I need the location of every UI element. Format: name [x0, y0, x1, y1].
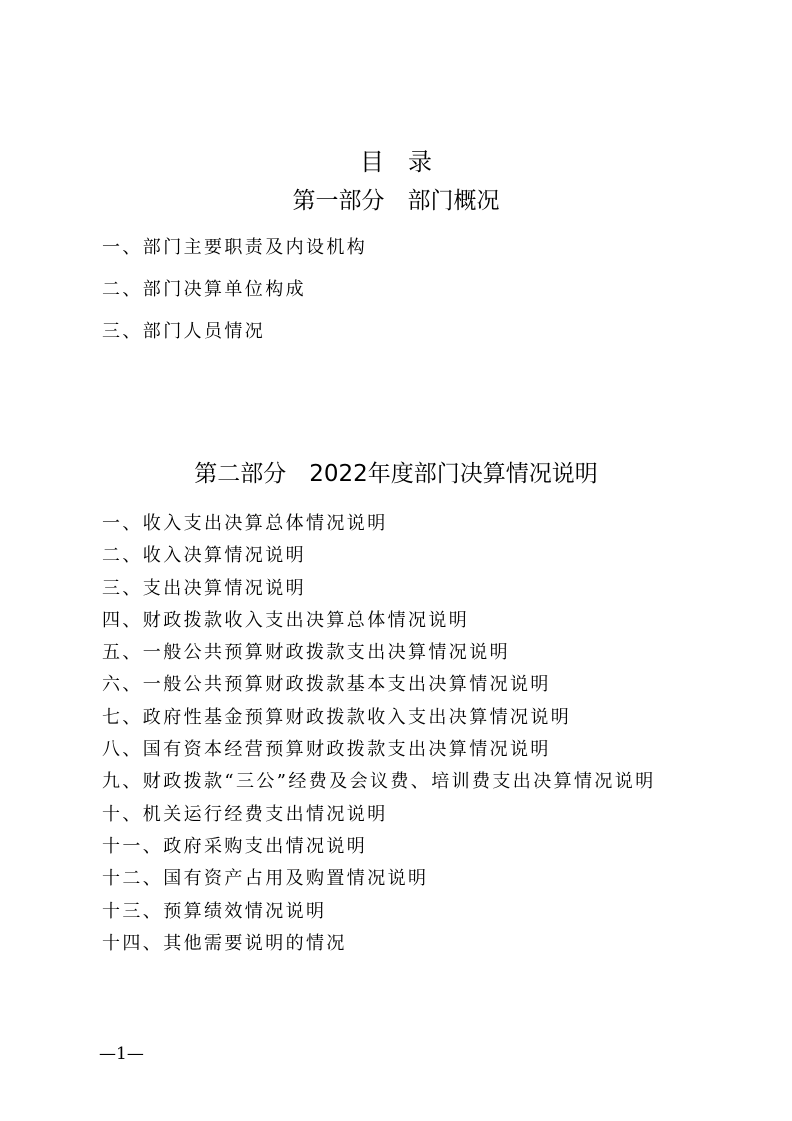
- part2-item: 十三、预算绩效情况说明: [102, 900, 327, 922]
- part2-item: 十、机关运行经费支出情况说明: [102, 803, 388, 825]
- part2-title: 第二部分 2022年度部门决算情况说明: [194, 461, 598, 487]
- part2-item: 三、支出决算情况说明: [102, 577, 306, 599]
- part1-title: 第一部分 部门概况: [292, 188, 500, 214]
- part2-item: 八、国有资本经营预算财政拨款支出决算情况说明: [102, 739, 551, 761]
- part1-list: [102, 233, 367, 359]
- part1-item: 二、部门决算单位构成: [102, 279, 306, 300]
- part2-item: 七、政府性基金预算财政拨款收入支出决算情况说明: [102, 706, 572, 728]
- part1-item: 三、部门人员情况: [102, 321, 266, 342]
- part2-item: 一、收入支出决算总体情况说明: [102, 513, 388, 534]
- part2-item: 十一、政府采购支出情况说明: [102, 835, 368, 857]
- part2-item: 十二、国有资产占用及购置情况说明: [102, 868, 429, 890]
- part2-item: 四、财政拨款收入支出决算总体情况说明: [102, 609, 470, 631]
- page-number: —1—: [99, 1044, 144, 1064]
- toc-title: 目 录: [360, 148, 432, 176]
- part1-item: 一、部门主要职责及内设机构: [102, 237, 368, 258]
- part2-list: [102, 510, 656, 962]
- part2-item: 二、收入决算情况说明: [102, 545, 306, 567]
- part2-item: 十四、其他需要说明的情况: [102, 932, 347, 954]
- part2-item: 五、一般公共预算财政拨款支出决算情况说明: [102, 642, 510, 664]
- part2-item: 六、一般公共预算财政拨款基本支出决算情况说明: [102, 674, 551, 696]
- part2-item: 九、财政拨款“三公”经费及会议费、培训费支出决算情况说明: [102, 771, 656, 793]
